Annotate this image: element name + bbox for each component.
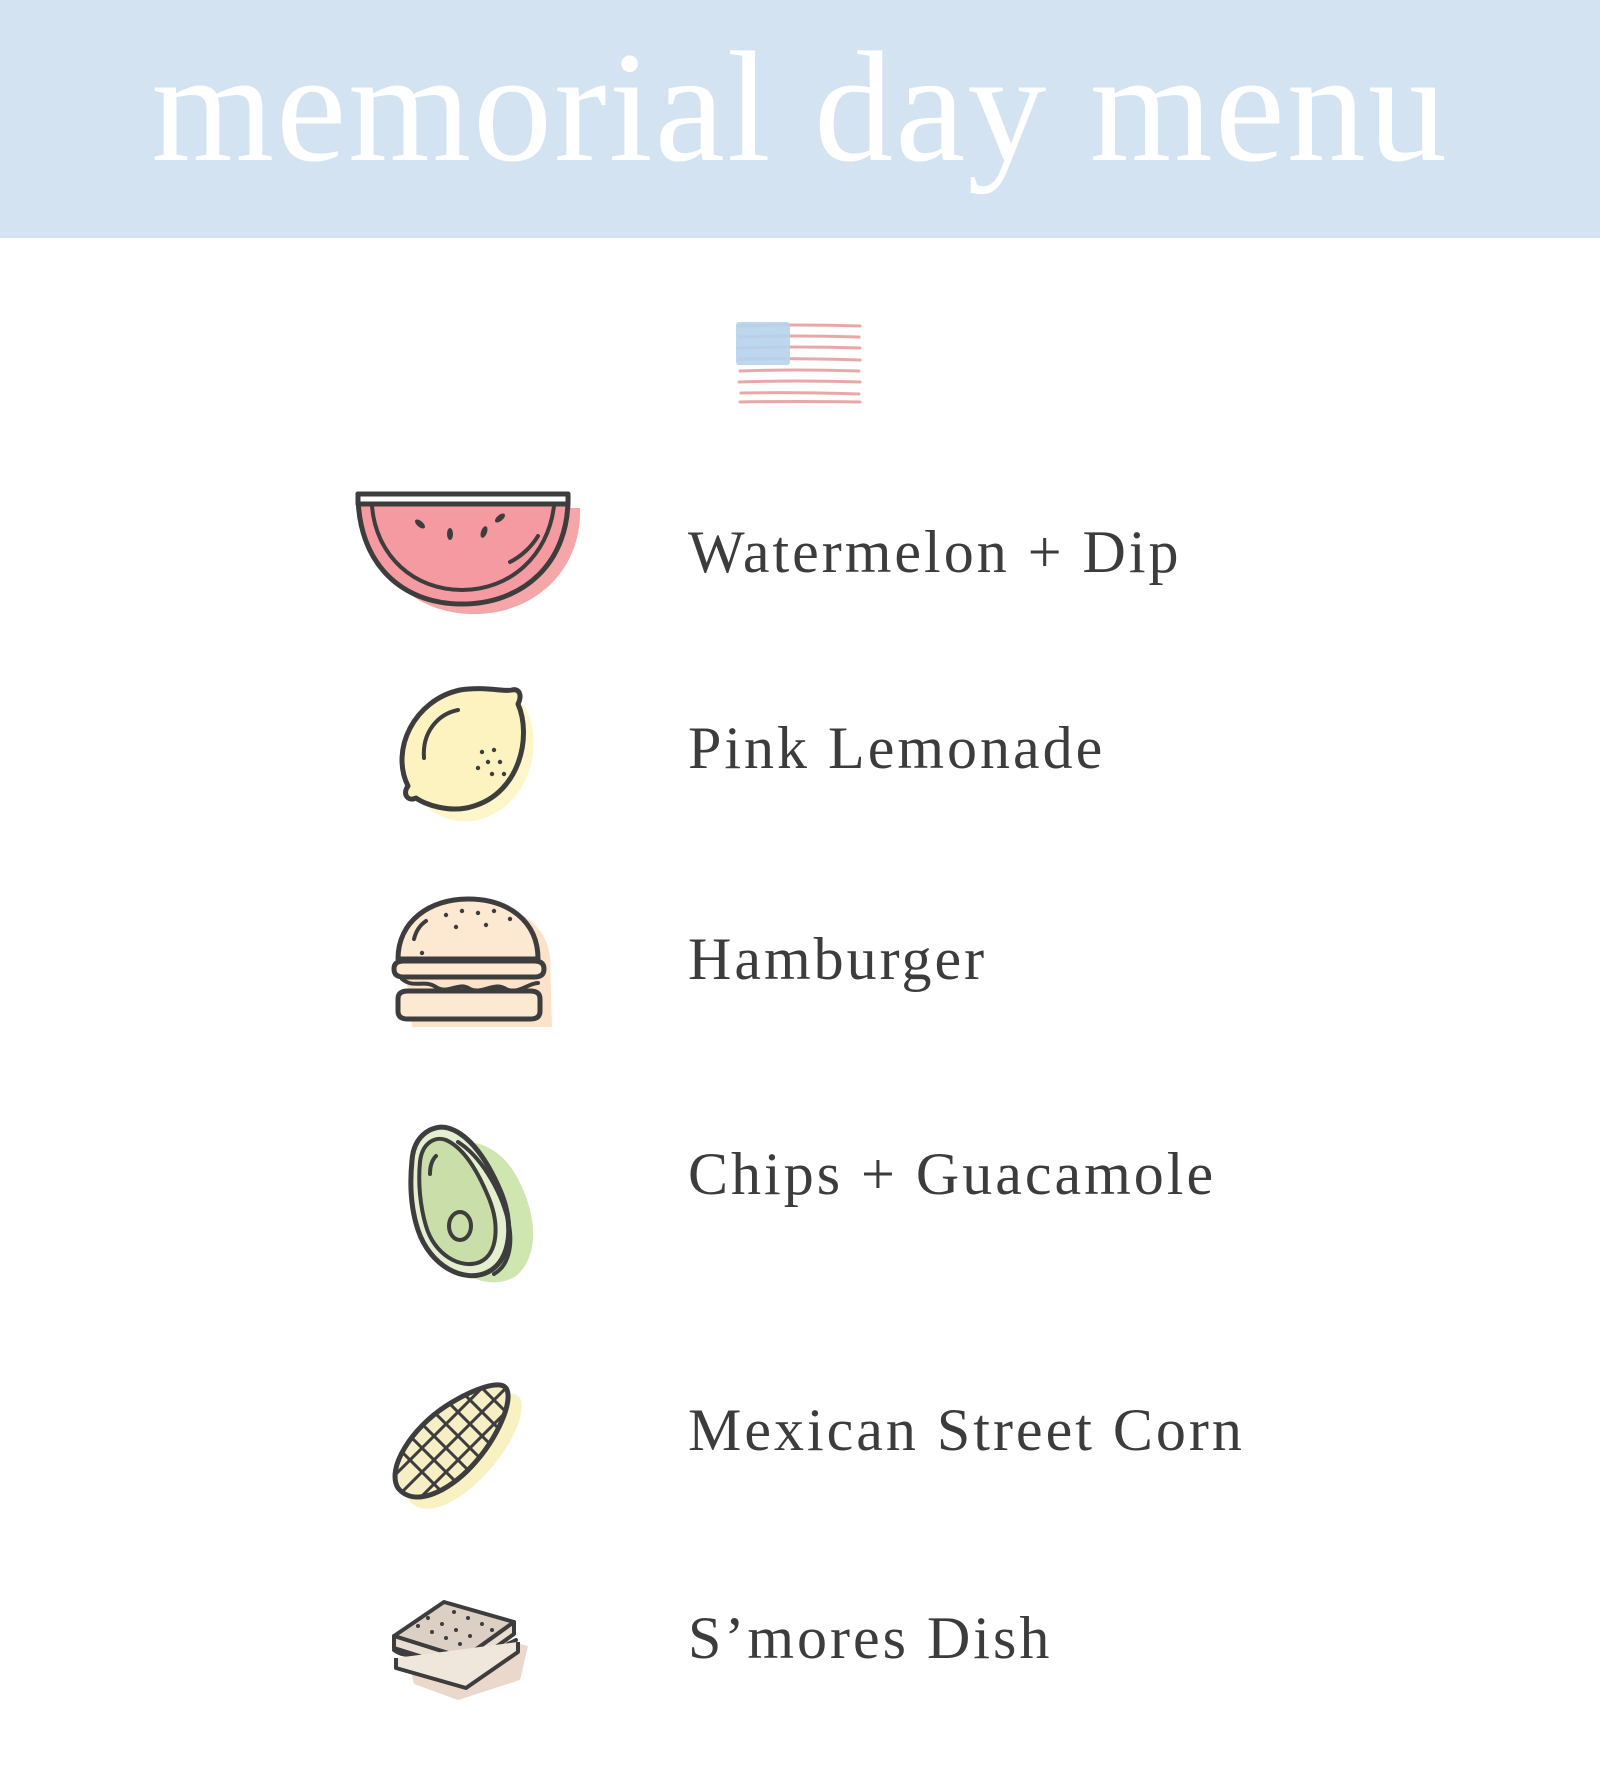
smores-icon — [388, 1596, 538, 1706]
avocado-icon — [404, 1122, 544, 1292]
menu-item-label: Hamburger — [688, 926, 988, 992]
page-title: memorial day menu — [151, 20, 1449, 195]
watermelon-icon — [350, 480, 590, 620]
menu-item-label: Pink Lemonade — [688, 715, 1106, 781]
title-banner — [0, 0, 1600, 238]
menu-item-label: Mexican Street Corn — [688, 1397, 1245, 1463]
menu-item-label: Watermelon + Dip — [688, 519, 1182, 585]
menu-item-label: Chips + Guacamole — [688, 1141, 1217, 1207]
lemon-icon — [394, 680, 544, 830]
menu-item-label: S’mores Dish — [688, 1605, 1053, 1671]
corn-icon — [388, 1378, 528, 1518]
hamburger-icon — [390, 895, 560, 1035]
american-flag-icon — [736, 322, 862, 404]
